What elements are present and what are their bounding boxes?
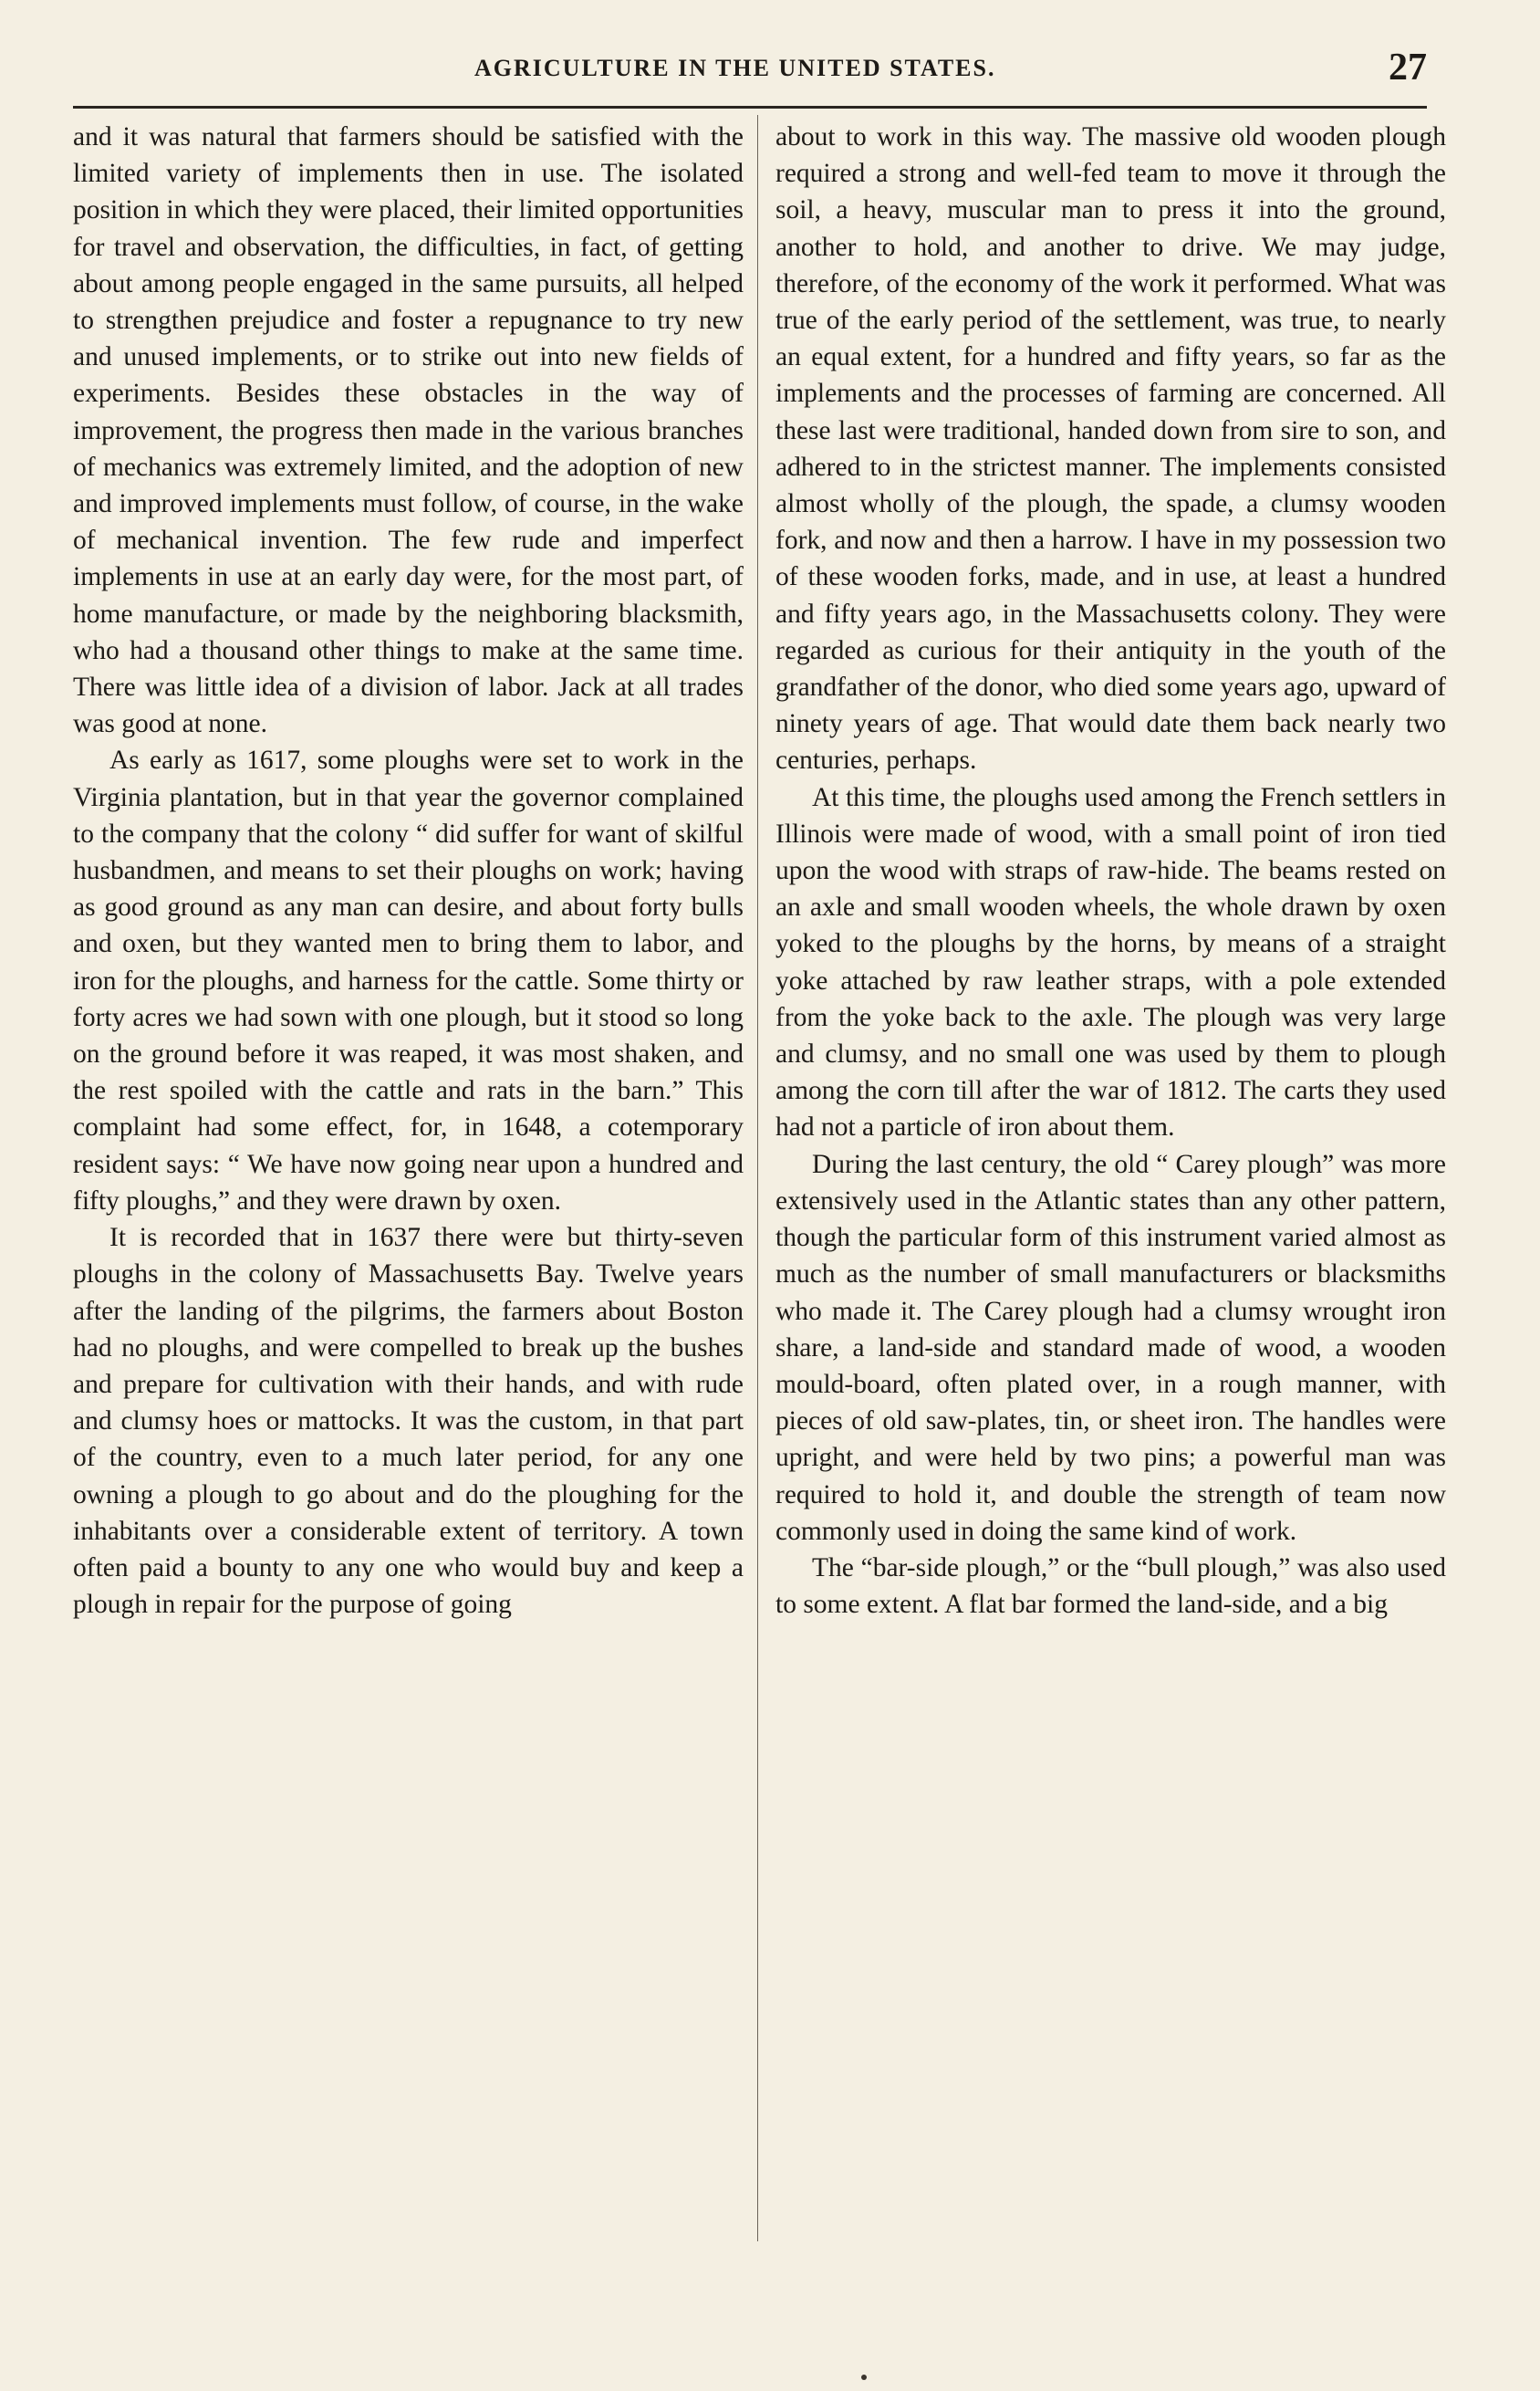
print-mark: [861, 2375, 867, 2380]
header-rule: [73, 106, 1427, 109]
column-divider: [757, 115, 758, 2241]
right-column: [775, 119, 1446, 1623]
paragraph: During the last century, the old “ Carey plough” was more extensively used in the Atlantic states than any other pattern, though the particular form of this instrument varied almost as much as the number of small manufacturers or blacksmiths who made it. The Carey plough had a clumsy wrought iron share, a land-side and standard made of wood, a wooden mould-board, often plated over, in a rough manner, with pieces of old saw-plates, tin, or sheet iron. The handles were upright, and were held by two pins; a powerful man was required to hold it, and double the strength of team now commonly used in doing the same kind of work.: [775, 1149, 1446, 1546]
paragraph: and it was natural that farmers should be satisfied with the limited variety of implements then in use. The isolated position in which they were placed, their limited opportunities for travel and observation, the difficulties, in fact, of getting about among people engaged in the same pursuits, all helped to strengthen prejudice and foster a repugnance to try new and unused implements, or to strike out into new fields of experiments. Besides these obstacles in the way of improvement, the progress then made in the various branches of mechanics was extremely limited, and the adoption of new and improved implements must follow, of course, in the wake of mechanical invention. The few rude and imperfect implements in use at an early day were, for the most part, of home manufacture, or made by the neighboring blacksmith, who had a thousand other things to make at the same time. There was little idea of a division of labor. Jack at all trades was good at none.: [73, 122, 744, 739]
left-column: [73, 119, 744, 1623]
paragraph: The “bar-side plough,” or the “bull plough,” was also used to some extent. A flat bar formed the land-side, and a big: [775, 1552, 1446, 1620]
paragraph: At this time, the ploughs used among the French settlers in Illinois were made of wood, with a small point of iron tied upon the wood with straps of raw-hide. The beams rested on an axle and small wooden wheels, the whole drawn by oxen yoked to the ploughs by the horns, by means of a straight yoke attached by raw leather straps, with a pole extended from the yoke back to the axle. The plough was very large and clumsy, and no small one was used by them to plough among the corn till after the war of 1812. The carts they used had not a particle of iron about them.: [775, 782, 1446, 1143]
page-header: [73, 44, 1427, 99]
paragraph: about to work in this way. The massive old wooden plough required a strong and well-fed team to move it through the soil, a heavy, muscular man to press it into the ground, another to hold, and another to drive. We may judge, therefore, of the economy of the work it performed. What was true of the early period of the settlement, was true, to nearly an equal extent, for a hundred and fifty years, so far as the implements and the processes of farming are concerned. All these last were traditional, handed down from sire to son, and adhered to in the strictest manner. The implements consisted almost wholly of the plough, the spade, a clumsy wooden fork, and now and then a harrow. I have in my possession two of these wooden forks, made, and in use, at least a hundred and fifty years ago, in the Massachusetts colony. They were regarded as curious for their antiquity in the youth of the grandfather of the donor, who died some years ago, upward of ninety years of age. That would date them back nearly two centuries, perhaps.: [775, 122, 1446, 776]
paragraph: As early as 1617, some ploughs were set to work in the Virginia plantation, but in that year the governor complained to the company that the colony “ did suffer for want of skilful husbandmen, and means to set their ploughs on work; having as good ground as any man can desire, and about forty bulls and oxen, but they wanted men to bring them to labor, and iron for the ploughs, and harness for the cattle. Some thirty or forty acres we had sown with one plough, but it stood so long on the ground before it was reaped, it was most shaken, and the rest spoiled with the cattle and rats in the barn.” This complaint had some effect, for, in 1648, a cotemporary resident says: “ We have now going near upon a hundred and fifty ploughs,” and they were drawn by oxen.: [73, 746, 744, 1216]
page-number: 27: [1389, 47, 1427, 89]
paragraph: It is recorded that in 1637 there were but thirty-seven ploughs in the colony of Massachusetts Bay. Twelve years after the landing of the pilgrims, the farmers about Boston had no ploughs, and were compelled to break up the bushes and prepare for cultivation with their hands, and with rude and clumsy hoes or mattocks. It was the custom, in that part of the country, even to a much later period, for any one owning a plough to go about and do the ploughing for the inhabitants over a considerable extent of territory. A town often paid a bounty to any one who would buy and keep a plough in repair for the purpose of going: [73, 1223, 744, 1620]
running-head: AGRICULTURE IN THE UNITED STATES.: [474, 55, 996, 81]
